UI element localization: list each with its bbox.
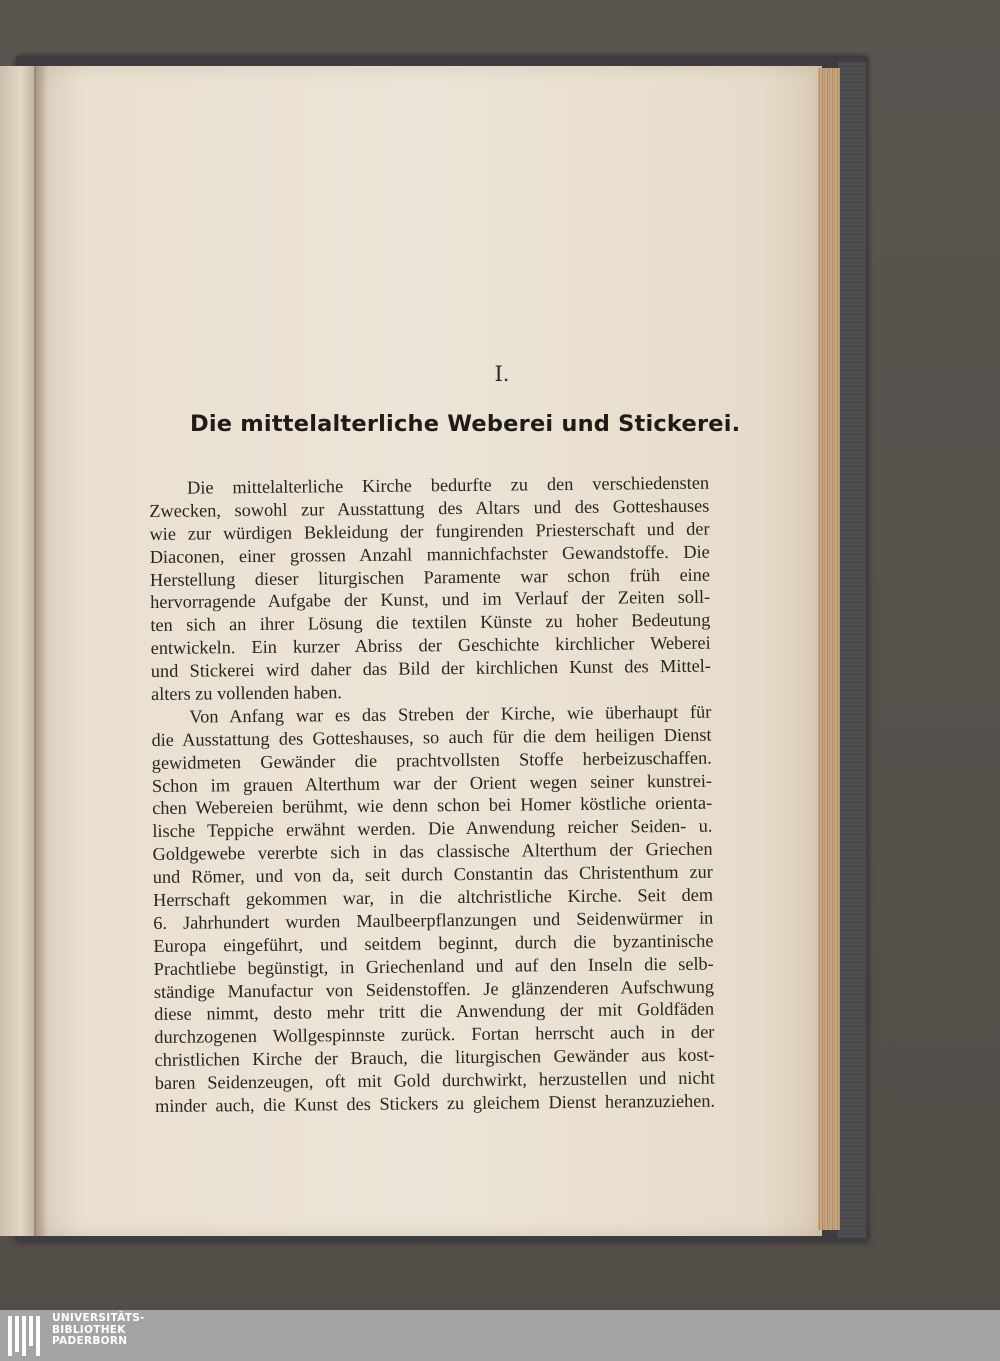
text-line: Diaconen, einer grossen Anzahl mannichfachster Gewandstoffe. Die <box>149 541 710 567</box>
text-line: Europa eingeführt, und seitdem beginnt, durch die byzantinische <box>153 930 714 956</box>
page-stack-edge <box>818 68 840 1230</box>
chapter-numeral: I. <box>494 362 510 386</box>
left-page-edge <box>0 66 38 1236</box>
library-name-line-3: PADERBORN <box>52 1335 128 1347</box>
book-spine <box>838 62 866 1238</box>
text-line: ständige Manufactur von Seidenstoffen. Je glänzenderen Aufschwung <box>153 976 715 1002</box>
text-line: alters zu vollenden haben. <box>150 682 343 705</box>
text-line: Herstellung dieser liturgischen Paramente war schon früh eine <box>149 564 711 590</box>
text-line: Schon im grauen Alterthum war der Orient wegen seiner kunstrei- <box>151 770 713 796</box>
chapter-title: Die mittelalterliche Weberei und Stickerei. <box>190 411 741 437</box>
library-name-line-2: BIBLIOTHEK <box>52 1323 126 1336</box>
text-line: christlichen Kirche der Brauch, die liturgischen Gewänder aus kost- <box>154 1044 715 1071</box>
text-line: lische Teppiche erwähnt werden. Die Anwendung reicher Seiden- u. <box>152 815 713 842</box>
text-line: diese nimmt, desto mehr tritt die Anwendung der mit Goldfäden <box>154 999 715 1025</box>
body-text <box>149 472 715 1118</box>
text-line: Herrschaft gekommen war, in die altchristliche Kirche. Seit dem <box>152 884 714 911</box>
text-line: entwickeln. Ein kurzer Abriss der Geschichte kirchlicher Weberei <box>150 632 711 659</box>
text-line: und Stickerei wird daher das Bild der kirchlichen Kunst des Mittel- <box>150 655 711 682</box>
text-line: chen Webereien berühmt, wie denn schon bei Homer köstliche orienta- <box>152 793 713 819</box>
text-line: und Römer, und von da, seit durch Constantin das Christenthum zur <box>152 861 713 888</box>
text-line: 6. Jahrhundert wurden Maulbeerpflanzungen und Seidenwürmer in <box>153 907 714 933</box>
text-line: minder auch, die Kunst des Stickers zu gleichem Dienst heranzuziehen. <box>154 1090 716 1117</box>
paragraph-1 <box>149 472 711 706</box>
text-line: wie zur würdigen Bekleidung der fungirenden Priesterschaft und der <box>149 518 710 544</box>
text-line: durchzogenen Wollgespinnste zurück. Fortan herrscht auch in der <box>154 1021 715 1048</box>
library-logo-icon <box>6 1312 48 1358</box>
text-line: baren Seidenzeugen, oft mit Gold durchwirkt, herzustellen und nicht <box>154 1067 715 1094</box>
text-line: Die mittelalterliche Kirche bedurfte zu den verschiedensten <box>187 472 710 498</box>
text-line: die Ausstattung des Gotteshauses, so auch für die dem heiligen Dienst <box>151 724 712 750</box>
text-line: hervorragende Aufgabe der Kunst, und im Verlauf der Zeiten soll- <box>150 587 711 613</box>
text-line: Zwecken, sowohl zur Ausstattung des Altars und des Gotteshauses <box>149 495 710 521</box>
text-line: ten sich an ihrer Lösung die textilen Künste zu hoher Bedeutung <box>150 609 711 636</box>
text-line: Prachtliebe begünstigt, in Griechenland und auf den Inseln die selb- <box>153 953 714 979</box>
text-line: Goldgewebe vererbte sich in das classische Alterthum der Griechen <box>152 838 713 865</box>
gutter-shadow <box>34 66 48 1236</box>
text-line: gewidmeten Gewänder die prachtvollsten Stoffe herbeizuschaffen. <box>151 747 712 773</box>
library-name <box>52 1313 145 1348</box>
footer-bar <box>0 1310 1000 1361</box>
text-line: Von Anfang war es das Streben der Kirche, wie überhaupt für <box>189 701 712 727</box>
library-name-line-1: UNIVERSITÄTS- <box>52 1312 145 1324</box>
paragraph-2 <box>151 701 715 1118</box>
